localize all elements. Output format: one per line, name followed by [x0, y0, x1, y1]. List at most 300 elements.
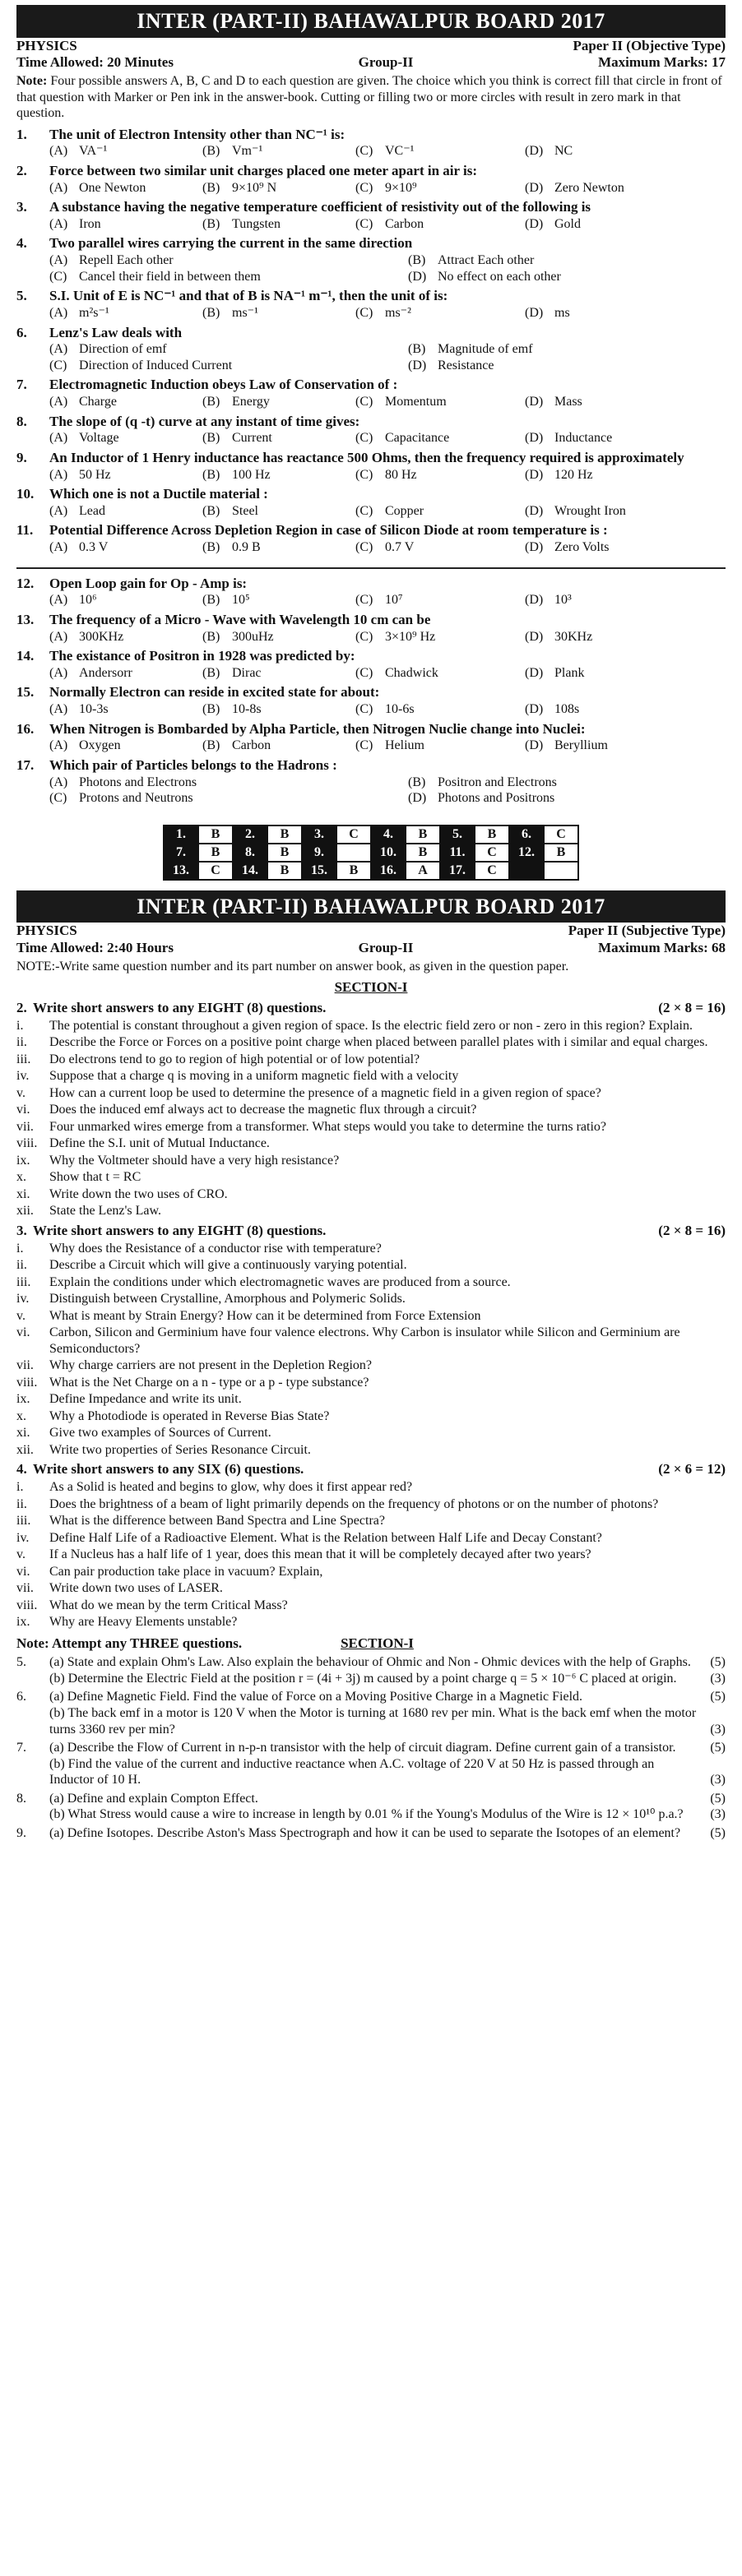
short-question-item — [16, 1153, 726, 1169]
answer-key-number: 2. — [233, 826, 267, 844]
option-text: 0.3 V — [79, 540, 109, 554]
question-number: 2. — [16, 999, 27, 1015]
option-letter: (B) — [408, 253, 426, 268]
option-letter: (D) — [525, 629, 544, 644]
option-letter: (D) — [525, 395, 544, 409]
option-text: Gold — [554, 216, 581, 231]
question-number: 5. — [16, 288, 27, 304]
short-question-item — [16, 1513, 726, 1529]
option-letter: (C) — [355, 665, 373, 680]
short-question-item — [16, 1325, 726, 1357]
answer-key-value: B — [406, 844, 440, 862]
option-text: Dirac — [232, 665, 262, 680]
long-question-body — [49, 1740, 726, 1788]
part-text: (b) Determine the Electric Field at the position r = (4i + 3j) m caused by a point charge q = 5 × 10⁻⁶ C placed at origin. — [49, 1671, 677, 1686]
option-text: Repell Each other — [79, 253, 174, 268]
option-text: ms⁻² — [385, 305, 411, 320]
item-text: Write down two uses of LASER. — [49, 1581, 223, 1596]
option-letter: (C) — [355, 702, 373, 716]
answer-key-value: C — [544, 826, 578, 844]
short-question-header — [16, 1000, 726, 1017]
mcq-question — [16, 721, 726, 738]
item-number: xii. — [16, 1204, 34, 1219]
short-question-header — [16, 1223, 726, 1240]
mcq-question — [16, 450, 726, 467]
question-text: Normally Electron can reside in excited state for about: — [49, 684, 380, 701]
question-text: Electromagnetic Induction obeys Law of Conservation of : — [49, 377, 398, 393]
short-question-item — [16, 1052, 726, 1068]
option-text: Iron — [79, 216, 101, 231]
answer-key-number: 9. — [302, 844, 336, 862]
answer-key-value: B — [198, 826, 233, 844]
question-number: 2. — [16, 162, 27, 178]
option-letter: (C) — [355, 431, 373, 446]
question-text: Force between two similar unit charges placed one meter apart in air is: — [49, 162, 477, 178]
part-text: (a) Define Magnetic Field. Find the value of Force on a Moving Positive Charge in a Magnetic Field. — [49, 1690, 583, 1704]
question-number: 3. — [16, 1222, 27, 1238]
option-text: Cancel their field in between them — [79, 269, 261, 284]
mcq-question — [16, 648, 726, 665]
maximum-marks: Maximum Marks: 68 — [598, 939, 726, 955]
short-question-item — [16, 1186, 726, 1203]
mcq-question — [16, 684, 726, 701]
item-number: iii. — [16, 1514, 31, 1528]
answer-key-value: B — [475, 826, 509, 844]
long-question-body — [49, 1791, 726, 1823]
option-letter: (C) — [355, 305, 373, 320]
item-number: x. — [16, 1408, 26, 1423]
question-text: Potential Difference Across Depletion Region in case of Silicon Diode at room temperature is : — [49, 522, 608, 539]
option-text: 10³ — [554, 593, 572, 608]
item-text: As a Solid is heated and begins to glow, why does it first appear red? — [49, 1480, 413, 1495]
options-row — [49, 790, 726, 807]
item-text: Show that t = RC — [49, 1170, 141, 1185]
short-question-item — [16, 1085, 726, 1102]
option-letter: (D) — [408, 269, 427, 284]
short-question-item — [16, 1018, 726, 1034]
option-letter: (A) — [49, 540, 68, 554]
options-row — [49, 358, 726, 374]
answer-key-row — [164, 844, 578, 862]
objective-header-row-2 — [16, 54, 726, 72]
question-number: 9. — [16, 1825, 26, 1840]
part-text: (a) Describe the Flow of Current in n-p-n transistor with the help of circuit diagram. Define current gain of a transistor. — [49, 1741, 676, 1755]
options-row — [49, 592, 726, 608]
short-question-item — [16, 1135, 726, 1152]
option-text: Current — [232, 431, 272, 446]
answer-key-number: 6. — [509, 826, 544, 844]
question-text: The slope of (q -t) curve at any instant of time gives: — [49, 413, 360, 429]
options-row — [49, 180, 726, 197]
answer-key-value: C — [475, 844, 509, 862]
option-letter: (B) — [202, 431, 220, 446]
option-letter: (C) — [355, 216, 373, 231]
option-letter: (D) — [525, 702, 544, 716]
option-letter: (A) — [49, 342, 68, 357]
item-number: viii. — [16, 1136, 38, 1151]
option-letter: (A) — [49, 180, 68, 195]
question-text: The unit of Electron Intensity other than NC⁻¹ is: — [49, 126, 345, 142]
question-text: Write short answers to any SIX (6) questions. — [33, 1461, 304, 1478]
short-questions — [16, 1000, 726, 1630]
option-letter: (C) — [355, 467, 373, 482]
item-number: vii. — [16, 1119, 34, 1134]
question-number: 11. — [16, 522, 34, 539]
short-question-item — [16, 1291, 726, 1307]
item-number: i. — [16, 1480, 24, 1495]
item-number: ix. — [16, 1153, 30, 1168]
option-text: Beryllium — [554, 738, 608, 753]
option-letter: (A) — [49, 305, 68, 320]
question-number: 10. — [16, 486, 35, 502]
question-number: 12. — [16, 575, 35, 591]
option-letter: (B) — [202, 540, 220, 554]
option-text: 80 Hz — [385, 467, 417, 482]
option-text: Resistance — [438, 358, 494, 372]
item-text: Write down the two uses of CRO. — [49, 1186, 228, 1201]
option-letter: (B) — [202, 144, 220, 159]
option-text: Copper — [385, 503, 424, 518]
part-text: (a) Define Isotopes. Describe Aston's Mass Spectrograph and how it can be used to separate the Isotopes of an element? — [49, 1825, 681, 1840]
item-text: Give two examples of Sources of Current. — [49, 1426, 271, 1441]
short-question-title — [16, 1000, 326, 1017]
short-question-item — [16, 1357, 726, 1374]
item-text: Does the induced emf always act to decrease the magnetic flux through a circuit? — [49, 1103, 477, 1117]
option-letter: (B) — [202, 467, 220, 482]
question-number: 16. — [16, 720, 35, 737]
option-letter: (B) — [202, 629, 220, 644]
option-letter: (D) — [525, 503, 544, 518]
mcq-question — [16, 522, 726, 539]
option-letter: (B) — [202, 216, 220, 231]
item-number: iii. — [16, 1052, 31, 1066]
option-text: Plank — [554, 665, 585, 680]
item-text: Why does the Resistance of a conductor rise with temperature? — [49, 1241, 382, 1256]
subjective-paper — [16, 890, 726, 1842]
subjective-header-row-1 — [16, 923, 726, 940]
option-text: Photons and Electrons — [79, 775, 197, 789]
question-text: The existance of Positron in 1928 was predicted by: — [49, 648, 355, 664]
option-letter: (D) — [408, 358, 427, 372]
short-question-item — [16, 1408, 726, 1425]
options-row — [49, 269, 726, 285]
group: Group-II — [358, 54, 414, 71]
mcq-list — [16, 127, 726, 807]
part-marks: (3) — [710, 1773, 726, 1787]
answer-key-value — [544, 862, 578, 880]
short-question-item — [16, 1274, 726, 1291]
part-marks: (5) — [710, 1690, 726, 1704]
question-number: 13. — [16, 611, 35, 627]
part-marks: (3) — [710, 1671, 726, 1686]
long-question-part — [49, 1689, 726, 1705]
short-question-item — [16, 1068, 726, 1085]
option-text: 10⁶ — [79, 593, 97, 608]
long-question-body — [49, 1654, 726, 1686]
options-row — [49, 143, 726, 160]
options-row — [49, 252, 726, 269]
option-text: 10-3s — [79, 702, 109, 716]
item-number: vii. — [16, 1358, 34, 1373]
option-letter: (B) — [202, 738, 220, 753]
option-letter: (D) — [525, 305, 544, 320]
item-number: iv. — [16, 1292, 30, 1306]
short-question-item — [16, 1391, 726, 1408]
item-number: ii. — [16, 1035, 27, 1050]
options-row — [49, 430, 726, 446]
item-number: ix. — [16, 1392, 30, 1407]
option-text: Mass — [554, 395, 582, 409]
item-text: Can pair production take place in vacuum? Explain, — [49, 1564, 323, 1579]
option-text: Carbon — [385, 216, 424, 231]
long-question-part — [49, 1756, 726, 1788]
option-letter: (D) — [525, 665, 544, 680]
answer-key-value: B — [267, 844, 302, 862]
option-letter: (C) — [355, 180, 373, 195]
option-text: 10-6s — [385, 702, 415, 716]
option-text: Protons and Neutrons — [79, 791, 193, 806]
answer-key-number: 8. — [233, 844, 267, 862]
long-question — [16, 1825, 726, 1842]
long-question-body — [49, 1689, 726, 1737]
item-number: ii. — [16, 1258, 27, 1273]
short-question-item — [16, 1496, 726, 1513]
objective-note: Note: Four possible answers A, B, C and D to each question are given. The choice which you think is correct fill that circle in front of that question with Marker or Pen ink in the answer-book. Cutting or filling two or more circles with result in zero mark in that question. — [16, 74, 722, 121]
option-text: Photons and Positrons — [438, 791, 555, 806]
answer-key-table — [163, 825, 579, 881]
question-number: 7. — [16, 377, 27, 393]
option-text: 3×10⁹ Hz — [385, 629, 436, 644]
option-letter: (D) — [525, 467, 544, 482]
question-text: The frequency of a Micro - Wave with Wavelength 10 cm can be — [49, 611, 431, 627]
option-text: VC⁻¹ — [385, 144, 415, 159]
question-text: Which pair of Particles belongs to the Hadrons : — [49, 756, 337, 773]
part-marks: (5) — [710, 1741, 726, 1755]
long-question — [16, 1791, 726, 1823]
item-text: Why charge carriers are not present in the Depletion Region? — [49, 1358, 372, 1373]
option-letter: (A) — [49, 738, 68, 753]
question-number: 15. — [16, 684, 35, 701]
mcq-question — [16, 377, 726, 394]
option-letter: (B) — [202, 702, 220, 716]
options-row — [49, 305, 726, 321]
question-text: Which one is not a Ductile material : — [49, 486, 268, 502]
short-question-item — [16, 1308, 726, 1325]
option-letter: (C) — [355, 629, 373, 644]
answer-key-number: 16. — [371, 862, 406, 880]
option-text: Direction of Induced Current — [79, 358, 233, 372]
mcq-question — [16, 612, 726, 629]
option-letter: (A) — [49, 431, 68, 446]
long-question-part — [49, 1671, 726, 1687]
option-letter: (C) — [355, 540, 373, 554]
answer-key-row — [164, 826, 578, 844]
option-text: Voltage — [79, 431, 119, 446]
paper-type: Paper II (Objective Type) — [573, 37, 726, 53]
item-text: Why a Photodiode is operated in Reverse Bias State? — [49, 1408, 330, 1423]
question-number: 6. — [16, 324, 27, 340]
answer-key-value: C — [198, 862, 233, 880]
question-text: When Nitrogen is Bombarded by Alpha Particle, then Nitrogen Nuclie change into Nuclei: — [49, 720, 586, 737]
answer-key-value — [336, 844, 371, 862]
option-letter: (C) — [355, 144, 373, 159]
answer-key — [16, 825, 726, 881]
answer-key-number: 14. — [233, 862, 267, 880]
short-question-item — [16, 1598, 726, 1614]
question-marks: (2 × 6 = 12) — [658, 1461, 726, 1478]
question-number: 7. — [16, 1741, 26, 1755]
option-letter: (D) — [525, 738, 544, 753]
item-text: Distinguish between Crystalline, Amorphous and Polymeric Solids. — [49, 1292, 406, 1306]
option-text: NC — [554, 144, 573, 159]
option-letter: (A) — [49, 629, 68, 644]
item-text: Carbon, Silicon and Germinium have four valence electrons. Why Carbon is insulator while Silicon and Germinium are Semiconductors? — [49, 1325, 680, 1356]
subject: PHYSICS — [16, 37, 77, 53]
option-letter: (A) — [49, 395, 68, 409]
question-number: 8. — [16, 413, 27, 429]
option-letter: (D) — [525, 431, 544, 446]
section-title: SECTION-I — [334, 979, 408, 996]
time-allowed: Time Allowed: 20 Minutes — [16, 54, 174, 71]
item-text: Four unmarked wires emerge from a transformer. What steps would you take to determine the turns ratio? — [49, 1119, 606, 1134]
option-text: VA⁻¹ — [79, 144, 108, 159]
short-question-item — [16, 1119, 726, 1135]
option-letter: (A) — [49, 216, 68, 231]
option-text: Zero Volts — [554, 540, 610, 554]
option-text: 300KHz — [79, 629, 124, 644]
answer-key-row — [164, 862, 578, 880]
answer-key-number: 3. — [302, 826, 336, 844]
item-text: Define the S.I. unit of Mutual Inductance. — [49, 1136, 270, 1151]
options-row — [49, 539, 726, 556]
option-text: Charge — [79, 395, 117, 409]
item-text: If a Nucleus has a half life of 1 year, does this mean that it will be completely decayed after two years? — [49, 1547, 591, 1562]
option-text: Tungsten — [232, 216, 281, 231]
long-question-body — [49, 1825, 726, 1842]
option-letter: (B) — [202, 503, 220, 518]
item-text: Describe a Circuit which will give a continuously varying potential. — [49, 1258, 407, 1273]
options-row — [49, 701, 726, 718]
option-text: Magnitude of emf — [438, 342, 533, 357]
item-number: vii. — [16, 1581, 34, 1596]
short-question-item — [16, 1442, 726, 1459]
part-text: (b) What Stress would cause a wire to increase in length by 0.01 % if the Young's Modulus of the Wire is 12 × 10¹⁰ p.a.? — [49, 1807, 684, 1822]
question-text: An Inductor of 1 Henry inductance has reactance 500 Ohms, then the frequency required is approximately — [49, 449, 684, 465]
question-marks: (2 × 8 = 16) — [658, 999, 726, 1015]
item-text: Why the Voltmeter should have a very high resistance? — [49, 1153, 340, 1168]
item-text: What is the Net Charge on a n - type or a p - type substance? — [49, 1375, 369, 1390]
item-text: The potential is constant throughout a given region of space. Is the electric field zero or non - zero in this region? Explain. — [49, 1018, 693, 1033]
option-text: One Newton — [79, 180, 146, 195]
option-text: 10-8s — [232, 702, 262, 716]
section-title: SECTION-I — [341, 1635, 414, 1651]
objective-paper — [16, 5, 726, 881]
item-number: iv. — [16, 1069, 30, 1084]
option-letter: (C) — [49, 358, 67, 372]
option-letter: (B) — [202, 593, 220, 608]
answer-key-value: B — [544, 844, 578, 862]
answer-key-number: 12. — [509, 844, 544, 862]
option-letter: (D) — [525, 144, 544, 159]
long-question-part — [49, 1791, 726, 1807]
long-question — [16, 1689, 726, 1737]
item-number: viii. — [16, 1375, 38, 1390]
long-question — [16, 1654, 726, 1686]
short-question-item — [16, 1614, 726, 1630]
option-text: 300uHz — [232, 629, 274, 644]
option-text: Lead — [79, 503, 105, 518]
option-text: Attract Each other — [438, 253, 535, 268]
question-marks: (2 × 8 = 16) — [658, 1222, 726, 1238]
item-text: Define Half Life of a Radioactive Element. What is the Relation between Half Life and Decay Constant? — [49, 1530, 602, 1545]
question-text: A substance having the negative temperature coefficient of resistivity out of the following is — [49, 199, 591, 215]
question-text: Open Loop gain for Op - Amp is: — [49, 575, 248, 591]
answer-key-value: B — [336, 862, 371, 880]
mcq-question — [16, 288, 726, 305]
subjective-header-row-2 — [16, 940, 726, 957]
options-row — [49, 216, 726, 233]
long-questions — [16, 1654, 726, 1841]
item-text: Write two properties of Series Resonance Circuit. — [49, 1442, 311, 1457]
question-number: 4. — [16, 1461, 27, 1478]
option-text: 9×10⁹ N — [232, 180, 277, 195]
question-text: Write short answers to any EIGHT (8) questions. — [33, 1222, 327, 1238]
option-text: Momentum — [385, 395, 447, 409]
option-text: 108s — [554, 702, 580, 716]
option-text: Zero Newton — [554, 180, 624, 195]
item-number: ix. — [16, 1615, 30, 1630]
question-number: 17. — [16, 756, 35, 773]
item-text: What do we mean by the term Critical Mass? — [49, 1598, 288, 1612]
question-text: S.I. Unit of E is NC⁻¹ and that of B is NA⁻¹ m⁻¹, then the unit of is: — [49, 288, 448, 304]
option-text: Energy — [232, 395, 270, 409]
option-text: 10⁷ — [385, 593, 403, 608]
question-number: 4. — [16, 235, 27, 252]
question-number: 8. — [16, 1791, 26, 1806]
option-text: ms⁻¹ — [232, 305, 258, 320]
objective-header-row-1 — [16, 38, 726, 55]
question-text: Write short answers to any EIGHT (8) questions. — [33, 999, 327, 1015]
option-text: Helium — [385, 738, 424, 753]
options-row — [49, 394, 726, 410]
option-letter: (B) — [202, 665, 220, 680]
option-letter: (D) — [525, 593, 544, 608]
option-letter: (A) — [49, 775, 68, 789]
question-text: Lenz's Law deals with — [49, 324, 183, 340]
answer-key-value: C — [336, 826, 371, 844]
item-text: Suppose that a charge q is moving in a uniform magnetic field with a velocity — [49, 1069, 459, 1084]
long-question-part — [49, 1740, 726, 1756]
item-text: State the Lenz's Law. — [49, 1204, 162, 1219]
options-row — [49, 467, 726, 483]
time-allowed: Time Allowed: 2:40 Hours — [16, 939, 174, 955]
option-letter: (A) — [49, 144, 68, 159]
question-number: 14. — [16, 648, 35, 664]
item-number: viii. — [16, 1598, 38, 1612]
answer-key-number: 15. — [302, 862, 336, 880]
item-number: iv. — [16, 1530, 30, 1545]
answer-key-value: C — [475, 862, 509, 880]
option-text: Vm⁻¹ — [232, 144, 263, 159]
answer-key-number: 5. — [440, 826, 475, 844]
answer-key-value: A — [406, 862, 440, 880]
option-text: ms — [554, 305, 570, 320]
item-number: iii. — [16, 1274, 31, 1289]
short-question-item — [16, 1547, 726, 1563]
option-text: 0.7 V — [385, 540, 415, 554]
answer-key-value: B — [198, 844, 233, 862]
item-number: i. — [16, 1018, 24, 1033]
